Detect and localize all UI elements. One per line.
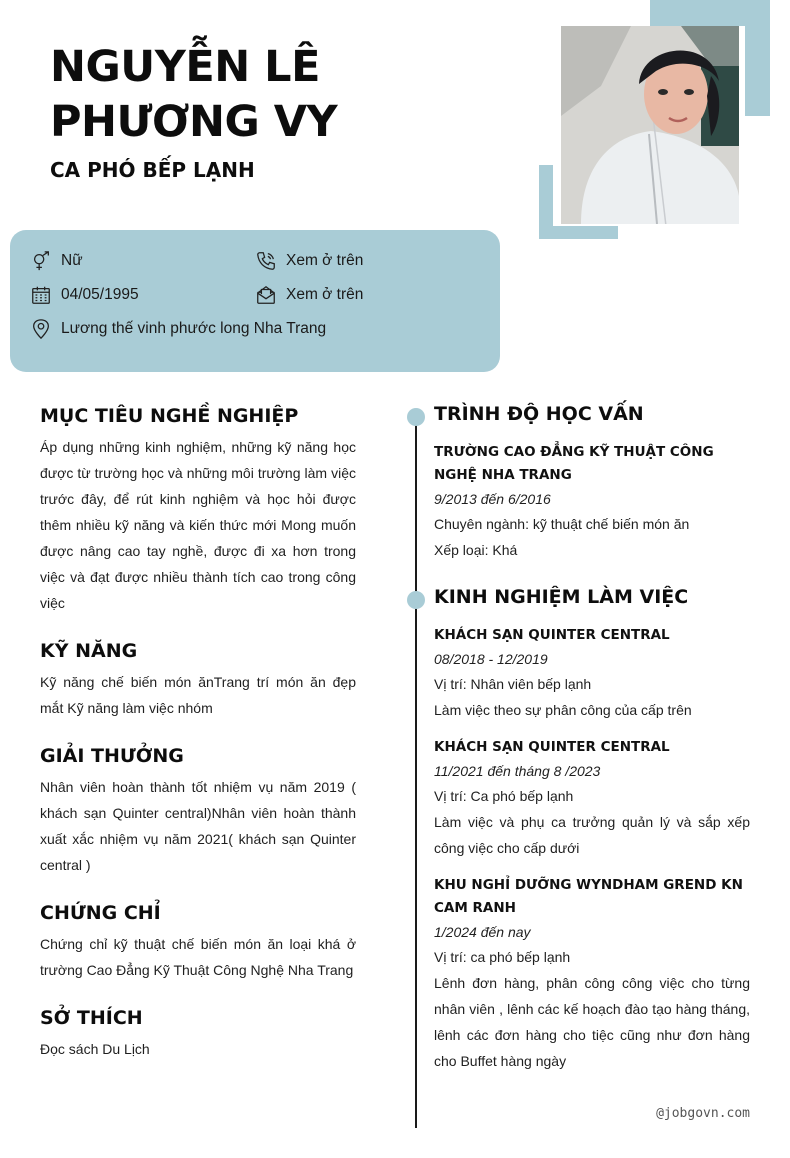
objective-text: Áp dụng những kinh nghiệm, những kỹ năng học được từ trường học và những môi trường làm việc trước đây, để rút kinh nghiệm và học hỏi được thêm nhiều kỹ năng và kiến thức mới Mong muốn được nâng cao tay nghề, được đi xa hơn trong việc và đạt được nhiều thành tích cao trong công việc xyxy=(40,439,356,611)
certificates-text: Chứng chỉ kỹ thuật chế biến món ăn loại khá ở trường Cao Đẳng Kỹ Thuật Công Nghệ Nha Trang xyxy=(40,936,356,978)
objective-section xyxy=(40,405,356,616)
education-major: Chuyên ngành: kỹ thuật chế biến món ăn xyxy=(434,516,690,532)
hobbies-text: Đọc sách Du Lịch xyxy=(40,1041,150,1057)
job-date: 1/2024 đến nay xyxy=(434,924,531,940)
job-item xyxy=(434,874,750,1074)
gender-value: Nữ xyxy=(61,252,83,269)
birthday-value: 04/05/1995 xyxy=(61,286,139,303)
job-position: Vị trí: Nhân viên bếp lạnh xyxy=(434,676,592,692)
profile-photo xyxy=(561,26,739,224)
certificates-title: CHỨNG CHỈ xyxy=(40,902,161,924)
job-position: Vị trí: Ca phó bếp lạnh xyxy=(434,788,574,804)
education-title: TRÌNH ĐỘ HỌC VẤN xyxy=(434,403,644,425)
job-date: 11/2021 đến tháng 8 /2023 xyxy=(434,763,601,779)
job-item xyxy=(434,624,750,723)
hobbies-title: SỞ THÍCH xyxy=(40,1007,143,1029)
education-date: 9/2013 đến 6/2016 xyxy=(434,491,551,507)
awards-text: Nhân viên hoàn thành tốt nhiệm vụ năm 2019 ( khách sạn Quinter central)Nhân viên hoàn thành xuất xắc nhiệm vụ năm 2021( khách sạn Quinter central ) xyxy=(40,779,356,873)
address-value: Lương thế vinh phước long Nha Trang xyxy=(61,320,327,337)
job-company: KHÁCH SẠN QUINTER CENTRAL xyxy=(434,739,670,755)
location-icon xyxy=(30,318,52,340)
phone-value: Xem ở trên xyxy=(286,252,364,269)
certificates-section xyxy=(40,902,356,983)
awards-title: GIẢI THƯỞNG xyxy=(40,745,184,767)
hobbies-section xyxy=(40,1007,356,1062)
school-name: TRƯỜNG CAO ĐẲNG KỸ THUẬT CÔNG NGHỆ NHA TRANG xyxy=(434,444,714,483)
education-grade: Xếp loại: Khá xyxy=(434,542,518,558)
timeline-dot-education xyxy=(407,408,425,426)
mail-icon xyxy=(255,284,277,306)
experience-section xyxy=(434,586,750,1074)
experience-title: KINH NGHIỆM LÀM VIỆC xyxy=(434,586,689,608)
job-description: Lênh đơn hàng, phân công công việc cho từng nhân viên , lênh các kế hoạch đào tạo hàng tháng, lênh các đơn hàng cho tiệc cũng như đơn hàng cho Buffet hàng ngày xyxy=(434,975,750,1069)
left-column xyxy=(40,405,356,1086)
job-item xyxy=(434,736,750,861)
email-value: Xem ở trên xyxy=(286,286,364,303)
job-position: Vị trí: ca phó bếp lạnh xyxy=(434,949,571,965)
timeline-dot-experience xyxy=(407,591,425,609)
education-section xyxy=(434,403,750,563)
contact-email xyxy=(255,284,363,306)
right-column xyxy=(434,403,750,1074)
contact-panel xyxy=(10,230,500,372)
awards-section xyxy=(40,745,356,878)
calendar-icon xyxy=(30,284,52,306)
contact-phone xyxy=(255,250,363,272)
skills-text: Kỹ năng chế biến món ănTrang trí món ăn đẹp mắt Kỹ năng làm việc nhóm xyxy=(40,674,356,716)
contact-address xyxy=(30,318,326,340)
job-description: Làm việc theo sự phân công của cấp trên xyxy=(434,702,692,718)
watermark: @jobgovn.com xyxy=(656,1106,750,1121)
job-description: Làm việc và phụ ca trưởng quản lý và sắp xếp công việc cho cấp dưới xyxy=(434,814,750,856)
objective-title: MỤC TIÊU NGHỀ NGHIỆP xyxy=(40,405,299,427)
job-company: KHU NGHỈ DƯỠNG WYNDHAM GREND KN CAM RANH xyxy=(434,877,743,916)
timeline-line xyxy=(415,416,417,1128)
job-date: 08/2018 - 12/2019 xyxy=(434,651,548,667)
skills-title: KỸ NĂNG xyxy=(40,640,138,662)
candidate-name: NGUYỄN LÊ PHƯƠNG VY xyxy=(50,42,338,147)
job-company: KHÁCH SẠN QUINTER CENTRAL xyxy=(434,627,670,643)
gender-icon xyxy=(30,250,52,272)
contact-gender xyxy=(30,250,83,272)
contact-birthday xyxy=(30,284,139,306)
phone-icon xyxy=(255,250,277,272)
job-title: CA PHÓ BẾP LẠNH xyxy=(50,158,255,182)
skills-section xyxy=(40,640,356,721)
